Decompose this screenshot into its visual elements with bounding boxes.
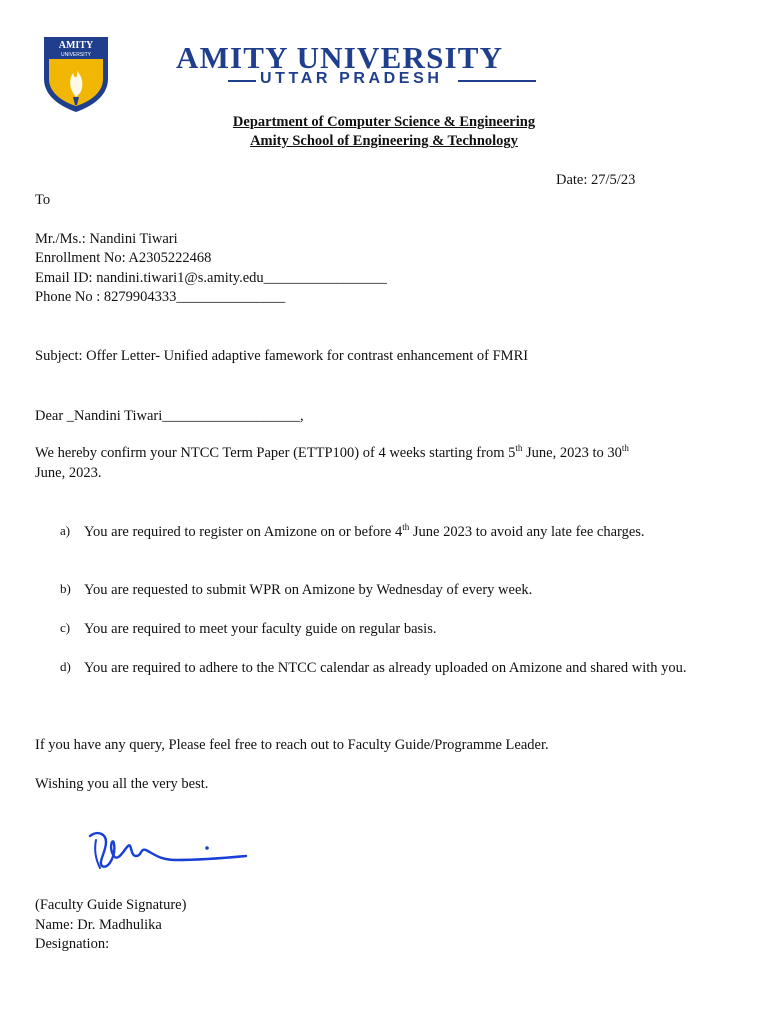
signature-image — [84, 826, 254, 872]
school-heading: Amity School of Engineering & Technology — [250, 133, 518, 149]
enrollment-number: Enrollment No: A2305222468 — [35, 250, 212, 266]
letter-date: Date: 27/5/23 — [556, 172, 636, 188]
list-text: You are required to register on Amizone on or before 4th June 2023 to avoid any late fee charges. — [84, 522, 645, 540]
wishes-line: Wishing you all the very best. — [35, 776, 209, 792]
to-label: To — [35, 192, 51, 208]
guide-name: Name: Dr. Madhulika — [35, 917, 162, 933]
list-text: You are requested to submit WPR on Amizone by Wednesday of every week. — [84, 582, 533, 598]
list-label: c) — [60, 620, 71, 635]
body-text: We hereby confirm your NTCC Term Paper (ETTP100) of 4 weeks starting from 5 — [35, 445, 516, 461]
body-text: June, 2023 to 30 — [522, 445, 622, 461]
svg-text:UNIVERSITY: UNIVERSITY — [60, 52, 92, 58]
university-name: AMITY UNIVERSITY — [176, 40, 504, 75]
recipient-name: Mr./Ms.: Nandini Tiwari — [35, 231, 178, 247]
divider-right — [458, 80, 536, 82]
phone-number: Phone No : 8279904333_______________ — [35, 289, 286, 305]
signature-caption: (Faculty Guide Signature) — [35, 897, 187, 913]
email-id: Email ID: nandini.tiwari1@s.amity.edu_________________ — [35, 270, 387, 286]
divider-left — [228, 80, 256, 82]
list-label: d) — [60, 659, 71, 674]
amity-logo — [40, 35, 112, 113]
list-text: You are required to meet your faculty guide on regular basis. — [84, 621, 437, 637]
university-state-banner — [176, 70, 538, 92]
query-line: If you have any query, Please feel free to reach out to Faculty Guide/Programme Leader. — [35, 737, 549, 753]
body-paragraph-line2: June, 2023. — [35, 465, 102, 481]
university-state: UTTAR PRADESH — [260, 70, 443, 87]
list-label: a) — [60, 523, 71, 538]
svg-text:AMITY: AMITY — [58, 40, 94, 51]
salutation: Dear _Nandini Tiwari___________________, — [35, 408, 304, 424]
body-paragraph-line1 — [35, 445, 629, 462]
subject-line: Subject: Offer Letter- Unified adaptive famework for contrast enhancement of FMRI — [35, 348, 529, 364]
list-label: b) — [60, 581, 71, 596]
body-sup: th — [515, 443, 523, 454]
department-heading: Department of Computer Science & Engineering — [232, 114, 536, 130]
designation: Designation: — [35, 936, 110, 952]
list-text: You are required to adhere to the NTCC calendar as already uploaded on Amizone and shared with you. — [84, 660, 687, 676]
body-sup: th — [621, 443, 629, 454]
